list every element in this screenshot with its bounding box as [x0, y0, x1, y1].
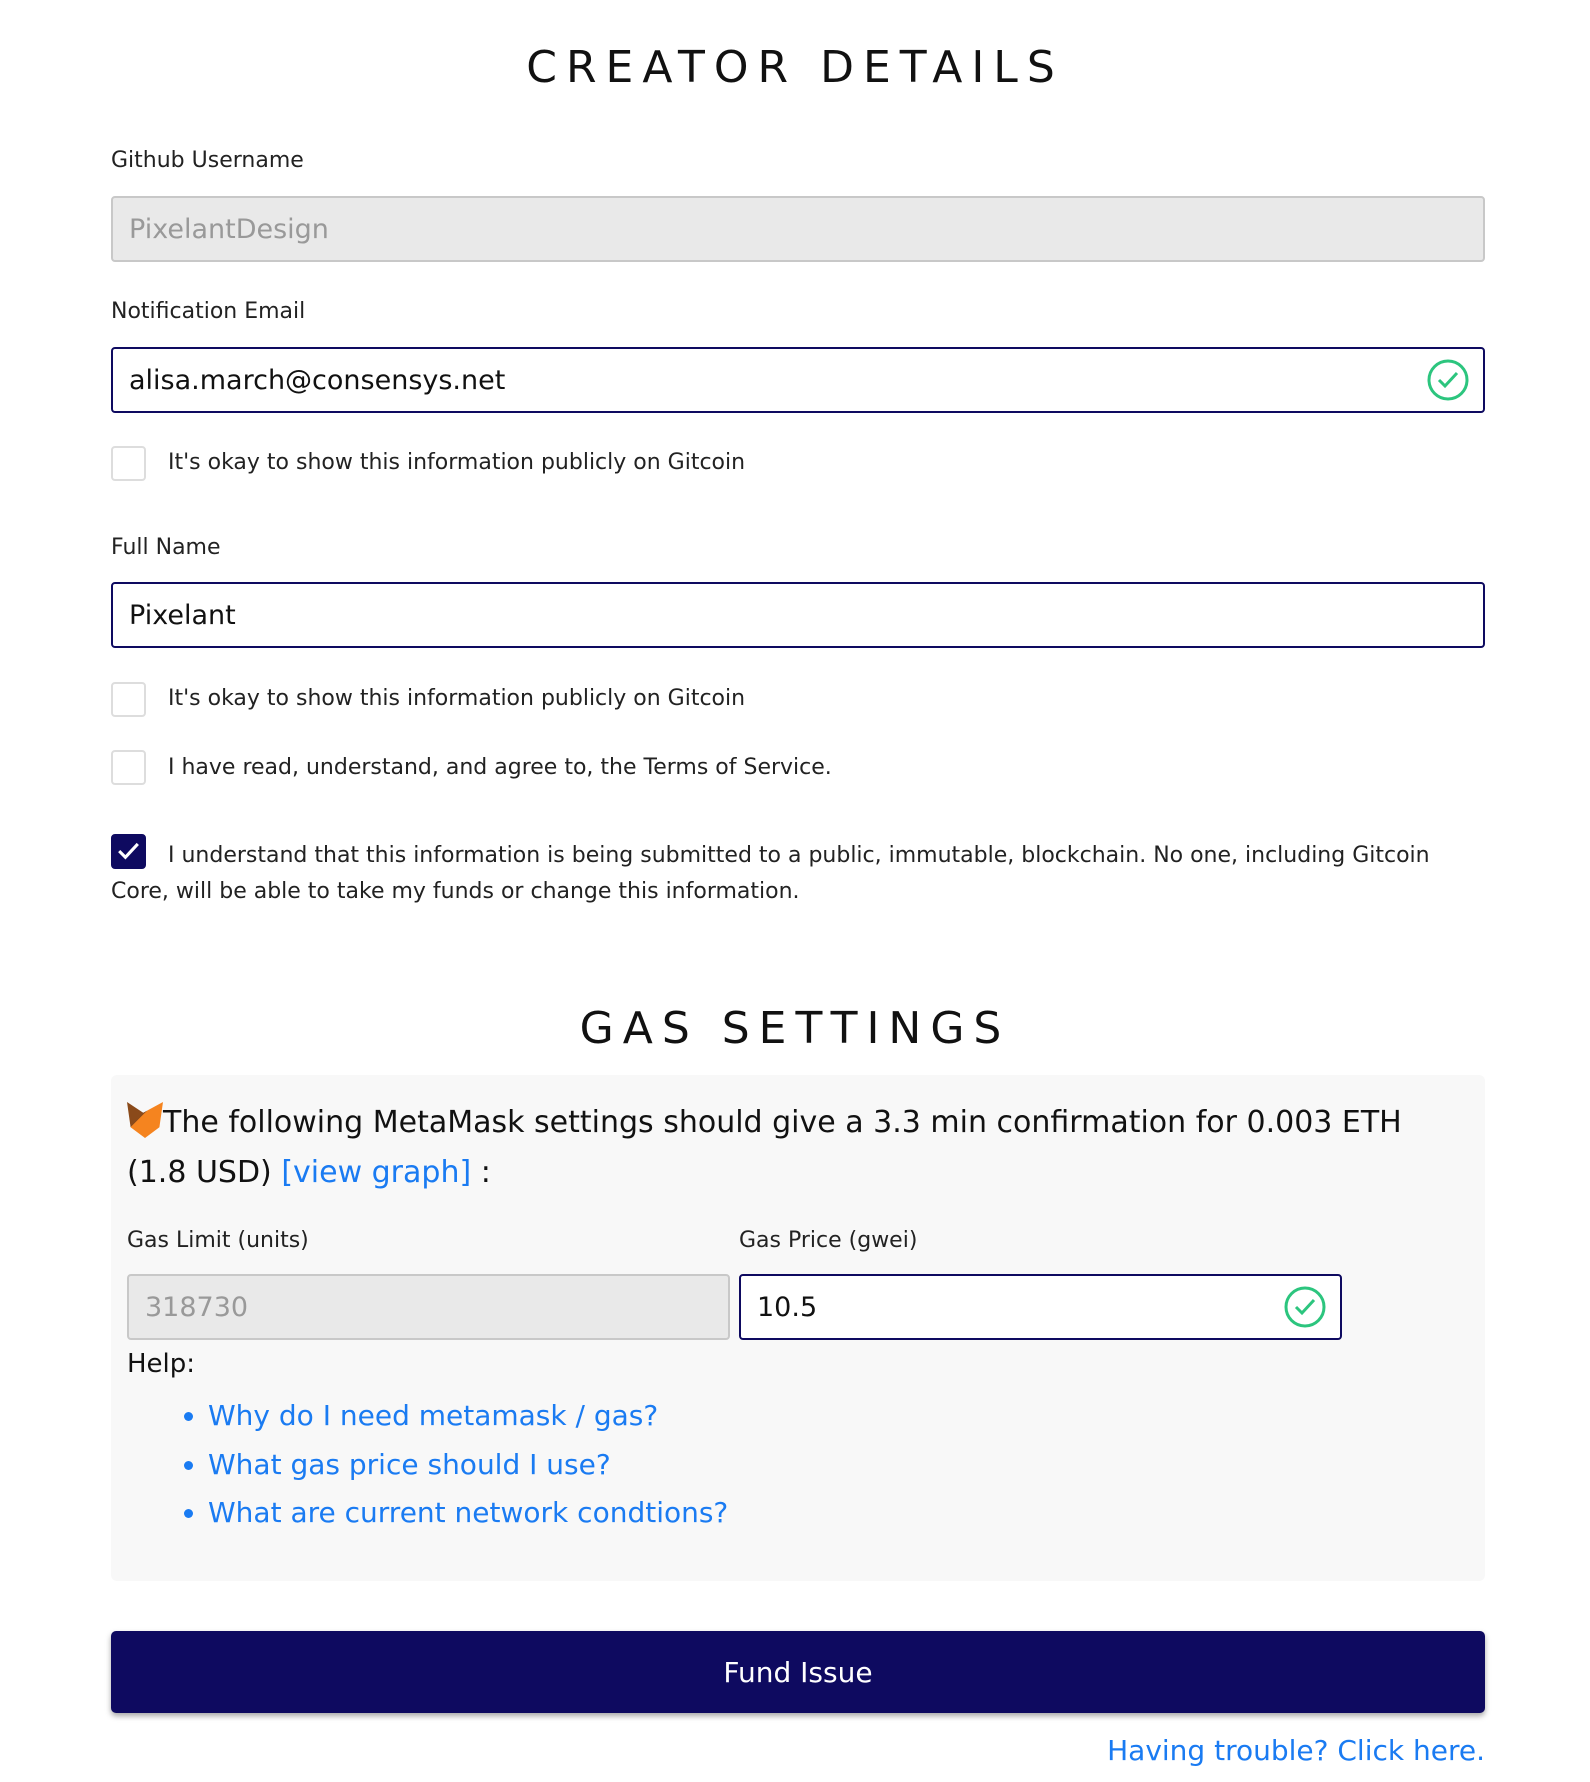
show-email-publicly-label: It's okay to show this information publicly on Gitcoin [168, 450, 746, 475]
show-email-publicly-checkbox[interactable] [111, 446, 146, 481]
gas-limit-value: 318730 [145, 1291, 249, 1323]
valid-check-icon [1284, 1286, 1326, 1328]
github-username-input[interactable] [111, 196, 1485, 262]
show-name-publicly-checkbox[interactable] [111, 682, 146, 717]
gas-estimate-text [127, 1098, 1467, 1198]
terms-label: I have read, understand, and agree to, the Terms of Service. [168, 755, 832, 780]
gas-limit-label: Gas Limit (units) [127, 1228, 309, 1253]
help-link-why-metamask[interactable]: • Why do I need metamask / gas? [208, 1392, 728, 1441]
help-link-network-conditions[interactable]: • What are current network condtions? [208, 1489, 728, 1538]
view-graph-link[interactable]: [view graph] [281, 1155, 472, 1190]
show-name-publicly-label: It's okay to show this information publicly on Gitcoin [168, 686, 746, 711]
immutable-ack-label: I understand that this information is being submitted to a public, immutable, blockchain. No one, including Gitcoin Core, will be able to take my funds or change this information. [111, 843, 1430, 904]
help-links-list [208, 1392, 728, 1538]
gas-price-input[interactable] [739, 1274, 1342, 1340]
having-trouble-link[interactable]: Having trouble? Click here. [1107, 1734, 1485, 1767]
full-name-input[interactable] [111, 582, 1485, 648]
github-username-label: Github Username [111, 148, 304, 173]
notification-email-value: alisa.march@consensys.net [129, 364, 506, 396]
gas-price-value: 10.5 [757, 1291, 818, 1323]
full-name-value: Pixelant [129, 599, 236, 631]
metamask-fox-icon [127, 1102, 163, 1138]
colon: : [471, 1155, 491, 1190]
help-link-gas-price[interactable]: • What gas price should I use? [208, 1441, 728, 1490]
gas-settings-heading: GAS SETTINGS [579, 1003, 1011, 1054]
gas-limit-input[interactable] [127, 1274, 730, 1340]
notification-email-label: Notification Email [111, 299, 306, 324]
terms-checkbox[interactable] [111, 750, 146, 785]
valid-check-icon [1427, 359, 1469, 401]
full-name-label: Full Name [111, 535, 221, 560]
fund-issue-button[interactable]: Fund Issue [111, 1631, 1485, 1713]
creator-details-heading: CREATOR DETAILS [526, 42, 1064, 93]
gas-price-label: Gas Price (gwei) [739, 1228, 918, 1253]
notification-email-input[interactable] [111, 347, 1485, 413]
help-label: Help: [127, 1349, 196, 1379]
github-username-value: PixelantDesign [129, 213, 329, 245]
gas-estimate-intro: The following MetaMask settings should give a 3.3 min confirmation for 0.003 ETH (1.8 USD) [127, 1105, 1402, 1190]
